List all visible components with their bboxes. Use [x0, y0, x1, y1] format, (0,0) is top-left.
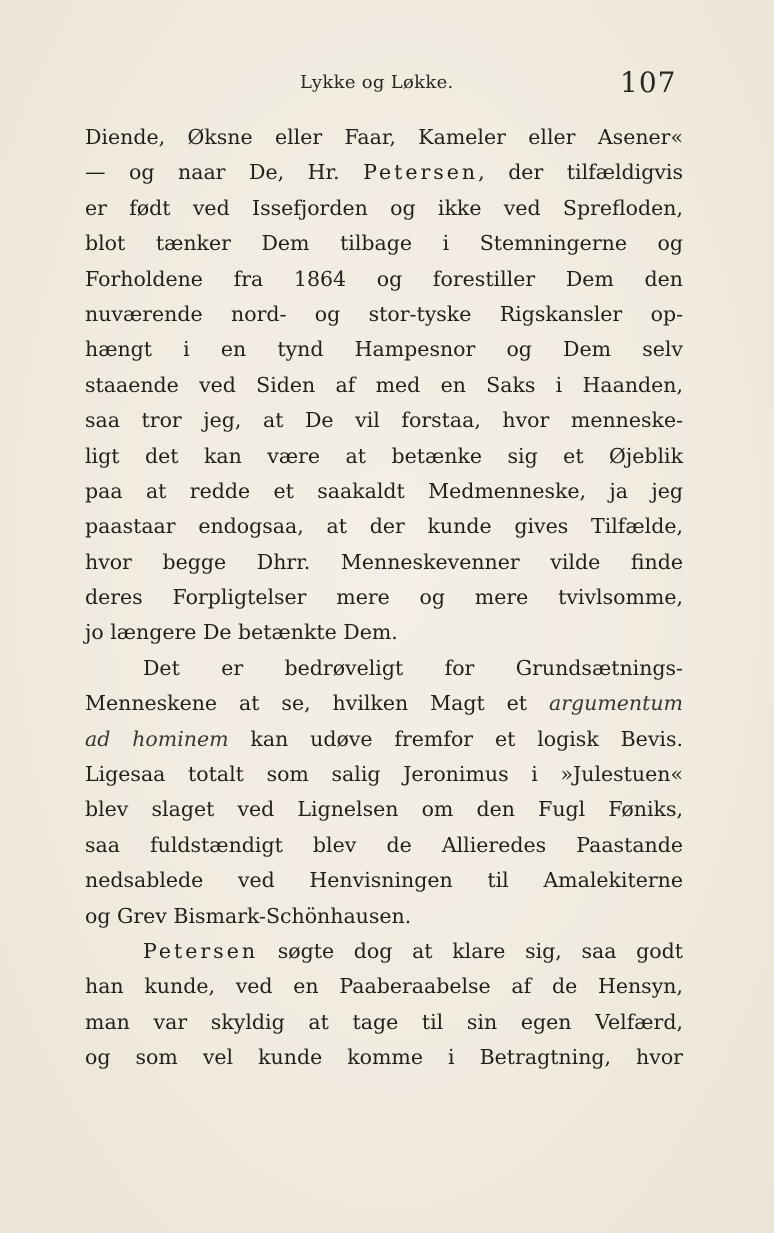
text-line: paa at redde et saakaldt Medmenneske, ja jeg [85, 478, 683, 503]
text-line: nedsablede ved Henvisningen til Amalekiterne [85, 868, 683, 893]
text-fragment: — og naar De, Hr. [85, 160, 364, 185]
running-head [0, 66, 774, 106]
text-line: og Grev Bismark-Schönhausen. [85, 903, 412, 928]
text-line: saa tror jeg, at De vil forstaa, hvor menneske- [85, 408, 683, 433]
text-line: hængt i en tynd Hampesnor og Dem selv [85, 337, 683, 362]
character-name: Petersen [143, 938, 259, 963]
text-fragment: søgte dog at klare sig, saa godt [258, 938, 683, 963]
text-line: er født ved Issefjorden og ikke ved Sprefloden, [85, 195, 683, 220]
text-line: hvor begge Dhrr. Menneskevenner vilde finde [85, 549, 683, 574]
text-line: han kunde, ved en Paaberaabelse af de Hensyn, [85, 974, 683, 999]
text-line: nuværende nord- og stor-tyske Rigskansler op- [85, 301, 683, 326]
text-line: saa fuldstændigt blev de Allieredes Paastande [85, 832, 683, 857]
body-text [85, 120, 683, 1076]
latin-phrase: ad hominem [85, 726, 229, 751]
text-line: paastaar endogsaa, at der kunde gives Tilfælde, [85, 514, 683, 539]
latin-phrase: argumentum [548, 691, 683, 716]
text-line: ligt det kan være at betænke sig et Øjeblik [85, 443, 683, 468]
text-line [85, 722, 683, 757]
text-line: blev slaget ved Lignelsen om den Fugl Føniks, [85, 797, 683, 822]
text-line [85, 155, 683, 190]
text-line: Det er bedrøveligt for Grundsætnings- [143, 655, 683, 680]
text-line: Ligesaa totalt som salig Jeronimus i »Julestuen« [85, 762, 683, 787]
text-line: Diende, Øksne eller Faar, Kameler eller Asener« [85, 125, 683, 149]
running-title: Lykke og Løkke. [300, 72, 454, 93]
text-fragment: kan udøve fremfor et logisk Bevis. [228, 726, 683, 751]
page-number: 107 [620, 66, 677, 99]
text-line: og som vel kunde komme i Betragtning, hvor [85, 1045, 683, 1070]
character-name: Petersen [363, 160, 479, 185]
text-line: deres Forpligtelser mere og mere tvivlsomme, [85, 585, 683, 610]
text-fragment: , der tilfældigvis [478, 160, 683, 185]
text-line: man var skyldig at tage til sin egen Velfærd, [85, 1009, 683, 1034]
text-line: Forholdene fra 1864 og forestiller Dem den [85, 266, 683, 291]
text-line: jo længere De betænkte Dem. [85, 620, 398, 645]
text-line: staaende ved Siden af med en Saks i Haanden, [85, 372, 683, 397]
text-fragment: Menneskene at se, hvilken Magt et [85, 691, 549, 716]
text-line: blot tænker Dem tilbage i Stemningerne og [85, 231, 683, 256]
text-line [85, 934, 683, 969]
text-line [85, 686, 683, 721]
